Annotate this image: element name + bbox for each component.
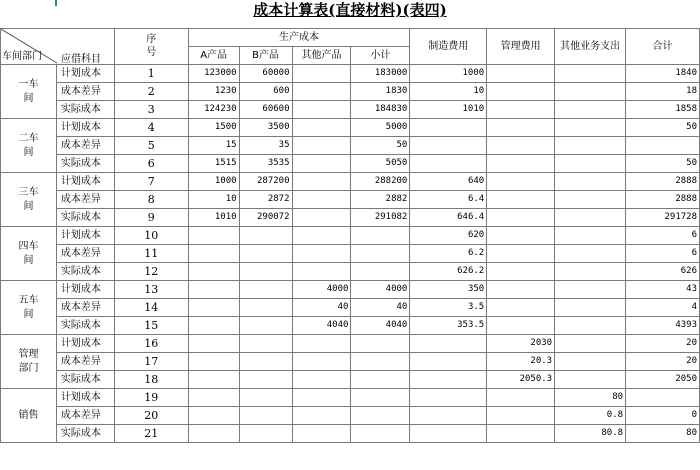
product-a-cell[interactable]: 1500 [188, 119, 239, 137]
other-products-cell[interactable] [292, 353, 351, 371]
admin-cell[interactable] [487, 245, 555, 263]
admin-cell[interactable] [487, 191, 555, 209]
table-row [1, 281, 700, 299]
account-header-label: 应借科目 [61, 54, 101, 65]
cost-item-cell[interactable]: 计划成本 [56, 281, 114, 299]
cost-item-cell[interactable]: 实际成本 [56, 263, 114, 281]
subtotal-cell[interactable] [351, 389, 410, 407]
other-business-cell[interactable] [555, 101, 626, 119]
admin-cell[interactable] [487, 425, 555, 443]
seq-cell[interactable]: 10 [114, 227, 188, 245]
seq-cell[interactable]: 13 [114, 281, 188, 299]
seq-cell[interactable]: 11 [114, 245, 188, 263]
other-business-cell[interactable] [555, 83, 626, 101]
admin-cell[interactable] [487, 227, 555, 245]
manufacturing-cell[interactable] [410, 335, 487, 353]
other-products-cell[interactable] [292, 173, 351, 191]
admin-cell[interactable] [487, 119, 555, 137]
seq-cell[interactable]: 17 [114, 353, 188, 371]
other-business-cell[interactable] [555, 173, 626, 191]
other-business-cell[interactable] [555, 263, 626, 281]
cost-item-cell[interactable]: 成本差异 [56, 137, 114, 155]
other-products-cell[interactable] [292, 191, 351, 209]
table-row [1, 65, 700, 83]
cost-item-cell[interactable]: 实际成本 [56, 317, 114, 335]
product-b-cell[interactable] [239, 263, 292, 281]
other-products-cell[interactable] [292, 263, 351, 281]
admin-header: 管理费用 [487, 29, 555, 65]
product-b-cell[interactable] [239, 407, 292, 425]
table-row [1, 227, 700, 245]
dept-header-label: 车间部门 [2, 51, 42, 62]
subtotal-cell[interactable] [351, 371, 410, 389]
table-row [1, 353, 700, 371]
product-a-cell[interactable]: 1000 [188, 173, 239, 191]
product-b-cell[interactable]: 2872 [239, 191, 292, 209]
manufacturing-cell[interactable]: 6.4 [410, 191, 487, 209]
other-products-cell[interactable] [292, 227, 351, 245]
admin-cell[interactable] [487, 209, 555, 227]
other-business-cell[interactable] [555, 227, 626, 245]
seq-cell[interactable]: 8 [114, 191, 188, 209]
product-b-cell[interactable] [239, 317, 292, 335]
seq-cell[interactable]: 1 [114, 65, 188, 83]
dept-cell[interactable]: 三车间 [1, 173, 57, 227]
admin-cell[interactable] [487, 389, 555, 407]
subtotal-cell[interactable]: 5000 [351, 119, 410, 137]
cost-item-cell[interactable]: 计划成本 [56, 65, 114, 83]
table-row [1, 407, 700, 425]
product-b-cell[interactable] [239, 299, 292, 317]
admin-cell[interactable] [487, 65, 555, 83]
other-products-cell[interactable]: 4040 [292, 317, 351, 335]
admin-cell[interactable]: 2030 [487, 335, 555, 353]
subtotal-cell[interactable]: 4000 [351, 281, 410, 299]
product-a-cell[interactable] [188, 371, 239, 389]
total-cell[interactable]: 18 [626, 83, 700, 101]
table-row [1, 119, 700, 137]
manufacturing-cell[interactable]: 620 [410, 227, 487, 245]
table-row [1, 317, 700, 335]
other-business-cell[interactable] [555, 137, 626, 155]
subtotal-cell[interactable] [351, 335, 410, 353]
other-business-cell[interactable]: 80 [555, 389, 626, 407]
manufacturing-cell[interactable]: 350 [410, 281, 487, 299]
total-cell[interactable]: 626 [626, 263, 700, 281]
seq-cell[interactable]: 2 [114, 83, 188, 101]
product-b-cell[interactable]: 3500 [239, 119, 292, 137]
other-products-cell[interactable] [292, 119, 351, 137]
table-row [1, 425, 700, 443]
manufacturing-cell[interactable]: 353.5 [410, 317, 487, 335]
table-row [1, 371, 700, 389]
other-products-header: 其他产品 [292, 47, 351, 65]
cost-table [0, 28, 700, 443]
other-business-cell[interactable] [555, 119, 626, 137]
other-business-cell[interactable]: 0.8 [555, 407, 626, 425]
other-products-cell[interactable] [292, 155, 351, 173]
total-cell[interactable]: 20 [626, 335, 700, 353]
manufacturing-cell[interactable]: 10 [410, 83, 487, 101]
subtotal-header: 小计 [351, 47, 410, 65]
other-business-cell[interactable] [555, 335, 626, 353]
table-row [1, 155, 700, 173]
dept-cell[interactable]: 五车间 [1, 281, 57, 335]
admin-cell[interactable] [487, 101, 555, 119]
product-b-cell[interactable] [239, 227, 292, 245]
manufacturing-cell[interactable] [410, 353, 487, 371]
other-business-cell[interactable] [555, 245, 626, 263]
cost-item-cell[interactable]: 成本差异 [56, 83, 114, 101]
table-row [1, 173, 700, 191]
seq-cell[interactable]: 19 [114, 389, 188, 407]
other-products-cell[interactable] [292, 83, 351, 101]
other-business-header: 其他业务支出 [555, 29, 626, 65]
manufacturing-cell[interactable] [410, 425, 487, 443]
dept-cell[interactable]: 销售 [1, 389, 57, 443]
cost-item-cell[interactable]: 实际成本 [56, 425, 114, 443]
other-business-cell[interactable]: 80.8 [555, 425, 626, 443]
product-b-cell[interactable]: 287200 [239, 173, 292, 191]
cost-item-cell[interactable]: 计划成本 [56, 173, 114, 191]
product-a-cell[interactable] [188, 425, 239, 443]
manufacturing-cell[interactable]: 6.2 [410, 245, 487, 263]
admin-cell[interactable] [487, 317, 555, 335]
subtotal-cell[interactable]: 4040 [351, 317, 410, 335]
product-a-cell[interactable] [188, 353, 239, 371]
product-a-cell[interactable] [188, 407, 239, 425]
product-a-cell[interactable] [188, 389, 239, 407]
manufacturing-cell[interactable] [410, 371, 487, 389]
table-row [1, 101, 700, 119]
total-cell[interactable]: 50 [626, 119, 700, 137]
seq-cell[interactable]: 16 [114, 335, 188, 353]
table-row [1, 191, 700, 209]
product-b-cell[interactable] [239, 281, 292, 299]
other-business-cell[interactable] [555, 155, 626, 173]
seq-cell[interactable]: 12 [114, 263, 188, 281]
subtotal-cell[interactable] [351, 407, 410, 425]
product-a-cell[interactable]: 1230 [188, 83, 239, 101]
total-cell[interactable]: 50 [626, 155, 700, 173]
subtotal-cell[interactable] [351, 263, 410, 281]
product-a-cell[interactable] [188, 227, 239, 245]
other-products-cell[interactable]: 40 [292, 299, 351, 317]
table-row [1, 299, 700, 317]
product-a-cell[interactable]: 1515 [188, 155, 239, 173]
manufacturing-cell[interactable]: 626.2 [410, 263, 487, 281]
product-a-cell[interactable] [188, 335, 239, 353]
product-b-cell[interactable]: 60600 [239, 101, 292, 119]
subtotal-cell[interactable] [351, 245, 410, 263]
admin-cell[interactable] [487, 155, 555, 173]
diagonal-header-cell [1, 29, 115, 65]
manufacturing-cell[interactable]: 3.5 [410, 299, 487, 317]
other-products-cell[interactable] [292, 407, 351, 425]
subtotal-cell[interactable]: 288200 [351, 173, 410, 191]
subtotal-cell[interactable]: 291082 [351, 209, 410, 227]
cost-item-cell[interactable]: 实际成本 [56, 209, 114, 227]
total-cell[interactable]: 4393 [626, 317, 700, 335]
subtotal-cell[interactable] [351, 353, 410, 371]
manufacturing-cell[interactable] [410, 137, 487, 155]
cell-cursor-marker [55, 0, 57, 6]
total-cell[interactable]: 0 [626, 407, 700, 425]
manufacturing-cell[interactable] [410, 155, 487, 173]
manufacturing-header: 制造费用 [410, 29, 487, 65]
other-products-cell[interactable] [292, 425, 351, 443]
total-header: 合计 [626, 29, 700, 65]
cost-item-cell[interactable]: 成本差异 [56, 299, 114, 317]
other-products-cell[interactable] [292, 137, 351, 155]
manufacturing-cell[interactable]: 1010 [410, 101, 487, 119]
subtotal-cell[interactable]: 50 [351, 137, 410, 155]
table-row [1, 263, 700, 281]
seq-cell[interactable]: 4 [114, 119, 188, 137]
product-b-cell[interactable]: 60000 [239, 65, 292, 83]
total-cell[interactable]: 1858 [626, 101, 700, 119]
cost-item-cell[interactable]: 实际成本 [56, 371, 114, 389]
admin-cell[interactable]: 20.3 [487, 353, 555, 371]
manufacturing-cell[interactable]: 640 [410, 173, 487, 191]
seq-cell[interactable]: 21 [114, 425, 188, 443]
total-cell[interactable] [626, 137, 700, 155]
product-b-cell[interactable] [239, 389, 292, 407]
cost-item-cell[interactable]: 实际成本 [56, 155, 114, 173]
cost-item-cell[interactable]: 成本差异 [56, 353, 114, 371]
other-products-cell[interactable] [292, 209, 351, 227]
product-a-cell[interactable]: 124230 [188, 101, 239, 119]
table-row [1, 335, 700, 353]
other-business-cell[interactable] [555, 191, 626, 209]
total-cell[interactable]: 2888 [626, 191, 700, 209]
product-b-cell[interactable]: 600 [239, 83, 292, 101]
admin-cell[interactable] [487, 299, 555, 317]
product-a-cell[interactable] [188, 299, 239, 317]
product-a-header: A产品 [188, 47, 239, 65]
seq-cell[interactable]: 20 [114, 407, 188, 425]
admin-cell[interactable] [487, 263, 555, 281]
product-a-cell[interactable] [188, 245, 239, 263]
cost-item-cell[interactable]: 计划成本 [56, 119, 114, 137]
subtotal-cell[interactable]: 2882 [351, 191, 410, 209]
seq-cell[interactable]: 14 [114, 299, 188, 317]
product-b-cell[interactable] [239, 353, 292, 371]
product-b-cell[interactable] [239, 335, 292, 353]
other-products-cell[interactable] [292, 335, 351, 353]
total-cell[interactable]: 20 [626, 353, 700, 371]
product-b-cell[interactable]: 35 [239, 137, 292, 155]
cost-item-cell[interactable]: 计划成本 [56, 227, 114, 245]
total-cell[interactable]: 2050 [626, 371, 700, 389]
subtotal-cell[interactable] [351, 227, 410, 245]
manufacturing-cell[interactable] [410, 389, 487, 407]
other-business-cell[interactable] [555, 299, 626, 317]
other-business-cell[interactable] [555, 353, 626, 371]
other-business-cell[interactable] [555, 317, 626, 335]
product-a-cell[interactable] [188, 263, 239, 281]
seq-cell[interactable]: 9 [114, 209, 188, 227]
product-b-cell[interactable]: 290072 [239, 209, 292, 227]
spreadsheet-grid [0, 28, 700, 443]
other-products-cell[interactable] [292, 101, 351, 119]
product-b-cell[interactable]: 3535 [239, 155, 292, 173]
table-row [1, 137, 700, 155]
total-cell[interactable]: 43 [626, 281, 700, 299]
total-cell[interactable]: 4 [626, 299, 700, 317]
subtotal-cell[interactable]: 183000 [351, 65, 410, 83]
product-a-cell[interactable] [188, 281, 239, 299]
other-products-cell[interactable] [292, 371, 351, 389]
admin-cell[interactable] [487, 407, 555, 425]
total-cell[interactable]: 6 [626, 227, 700, 245]
cost-item-cell[interactable]: 成本差异 [56, 245, 114, 263]
admin-cell[interactable] [487, 137, 555, 155]
admin-cell[interactable] [487, 281, 555, 299]
total-cell[interactable] [626, 389, 700, 407]
manufacturing-cell[interactable]: 1000 [410, 65, 487, 83]
seq-cell[interactable]: 18 [114, 371, 188, 389]
total-cell[interactable]: 1840 [626, 65, 700, 83]
subtotal-cell[interactable]: 40 [351, 299, 410, 317]
product-b-header: B产品 [239, 47, 292, 65]
other-business-cell[interactable] [555, 65, 626, 83]
seq-cell[interactable]: 15 [114, 317, 188, 335]
product-b-cell[interactable] [239, 245, 292, 263]
production-cost-header: 生产成本 [188, 29, 410, 47]
table-row [1, 245, 700, 263]
product-b-cell[interactable] [239, 371, 292, 389]
other-products-cell[interactable] [292, 245, 351, 263]
table-row [1, 83, 700, 101]
other-products-cell[interactable]: 4000 [292, 281, 351, 299]
sheet-title: 成本计算表(直接材料)(表四) [253, 1, 447, 19]
total-cell[interactable]: 80 [626, 425, 700, 443]
product-a-cell[interactable] [188, 317, 239, 335]
total-cell[interactable]: 6 [626, 245, 700, 263]
subtotal-cell[interactable]: 1830 [351, 83, 410, 101]
cost-item-cell[interactable]: 计划成本 [56, 389, 114, 407]
product-a-cell[interactable]: 10 [188, 191, 239, 209]
manufacturing-cell[interactable] [410, 119, 487, 137]
subtotal-cell[interactable]: 5050 [351, 155, 410, 173]
seq-header: 序号 [114, 29, 188, 65]
other-products-cell[interactable] [292, 389, 351, 407]
cost-item-cell[interactable]: 实际成本 [56, 101, 114, 119]
admin-cell[interactable]: 2050.3 [487, 371, 555, 389]
dept-cell[interactable]: 四车间 [1, 227, 57, 281]
subtotal-cell[interactable]: 184830 [351, 101, 410, 119]
cost-item-cell[interactable]: 成本差异 [56, 407, 114, 425]
product-a-cell[interactable]: 1010 [188, 209, 239, 227]
total-cell[interactable]: 291728 [626, 209, 700, 227]
admin-cell[interactable] [487, 173, 555, 191]
dept-cell[interactable]: 管理部门 [1, 335, 57, 389]
other-business-cell[interactable] [555, 209, 626, 227]
product-b-cell[interactable] [239, 425, 292, 443]
cost-item-cell[interactable]: 成本差异 [56, 191, 114, 209]
product-a-cell[interactable]: 123000 [188, 65, 239, 83]
seq-cell[interactable]: 7 [114, 173, 188, 191]
table-row [1, 389, 700, 407]
manufacturing-cell[interactable] [410, 407, 487, 425]
subtotal-cell[interactable] [351, 425, 410, 443]
other-business-cell[interactable] [555, 281, 626, 299]
product-a-cell[interactable]: 15 [188, 137, 239, 155]
seq-cell[interactable]: 6 [114, 155, 188, 173]
seq-cell[interactable]: 5 [114, 137, 188, 155]
admin-cell[interactable] [487, 83, 555, 101]
dept-cell[interactable]: 一车间 [1, 65, 57, 119]
other-products-cell[interactable] [292, 65, 351, 83]
seq-cell[interactable]: 3 [114, 101, 188, 119]
table-row [1, 209, 700, 227]
total-cell[interactable]: 2888 [626, 173, 700, 191]
cost-item-cell[interactable]: 计划成本 [56, 335, 114, 353]
dept-cell[interactable]: 二车间 [1, 119, 57, 173]
manufacturing-cell[interactable]: 646.4 [410, 209, 487, 227]
other-business-cell[interactable] [555, 371, 626, 389]
